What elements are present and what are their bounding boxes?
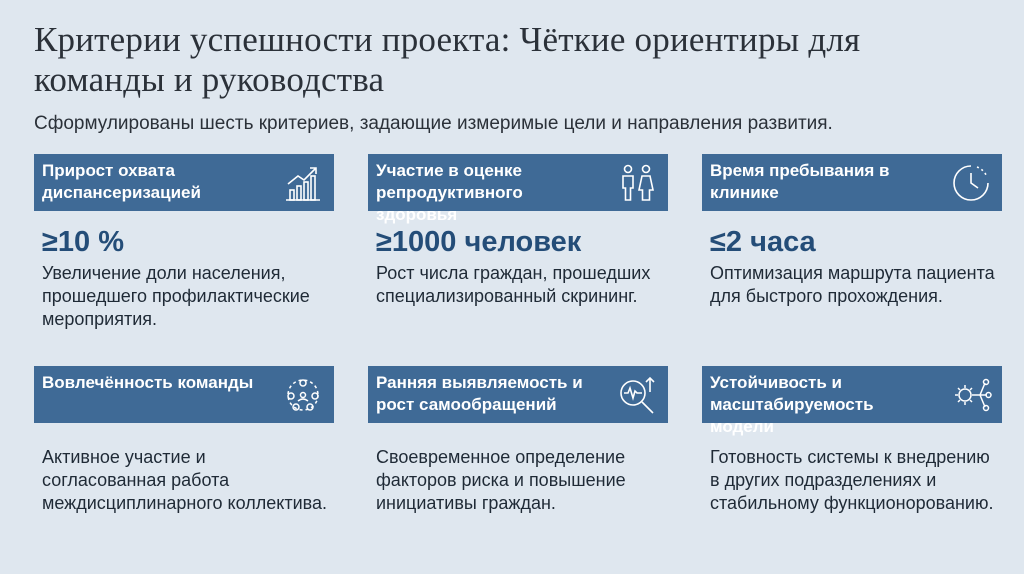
criterion-card-reproductive bbox=[368, 154, 668, 308]
criterion-description: Оптимизация маршрута пациента для быстрого прохождения. bbox=[710, 263, 995, 306]
criterion-card-early-detection bbox=[368, 366, 668, 515]
page-title: Критерии успешности проекта: Чёткие ориентиры для команды и руководства bbox=[34, 20, 861, 99]
criterion-heading: Время пребывания в клинике bbox=[710, 161, 890, 202]
growth-chart-icon bbox=[282, 162, 324, 204]
criterion-metric: ≥1000 человек bbox=[376, 226, 582, 258]
clock-icon bbox=[950, 162, 992, 204]
criterion-heading: Ранняя выявляемость и рост самообращений bbox=[376, 373, 583, 414]
criterion-description: Рост числа граждан, прошедших специализированный скрининг. bbox=[376, 263, 651, 306]
magnifier-heartbeat-icon bbox=[616, 374, 658, 416]
criterion-description: Готовность системы к внедрению в других подразделениях и стабильному функционорованию. bbox=[710, 447, 994, 513]
criterion-header bbox=[702, 366, 1002, 436]
criterion-card-coverage bbox=[34, 154, 334, 331]
man-woman-icon bbox=[616, 162, 658, 204]
criterion-header bbox=[702, 154, 1002, 211]
criterion-header bbox=[368, 154, 668, 224]
criterion-description: Своевременное определение факторов риска и повышение инициативы граждан. bbox=[376, 447, 626, 513]
criterion-card-team bbox=[34, 366, 334, 515]
criterion-card-scalability bbox=[702, 366, 1002, 515]
criterion-header bbox=[34, 366, 334, 423]
criterion-description: Увеличение доли населения, прошедшего профилактические мероприятия. bbox=[42, 263, 310, 329]
criterion-header bbox=[34, 154, 334, 211]
criterion-heading: Устойчивость и масштабируемость модели bbox=[710, 373, 874, 436]
criterion-heading: Прирост охвата диспансеризацией bbox=[42, 161, 201, 202]
team-network-icon bbox=[282, 374, 324, 416]
criterion-description: Активное участие и согласованная работа междисциплинарного коллектива. bbox=[42, 447, 328, 513]
page-subtitle: Сформулированы шесть критериев, задающие измеримые цели и направления развития. bbox=[34, 113, 833, 134]
criterion-heading: Участие в оценке репродуктивного здоровья bbox=[376, 161, 523, 224]
gear-network-icon bbox=[950, 374, 992, 416]
criterion-header bbox=[368, 366, 668, 423]
criterion-heading: Вовлечённость команды bbox=[42, 373, 254, 392]
criterion-metric: ≤2 часа bbox=[710, 226, 816, 258]
criterion-metric: ≥10 % bbox=[42, 226, 125, 258]
criterion-card-clinic-time bbox=[702, 154, 1002, 308]
